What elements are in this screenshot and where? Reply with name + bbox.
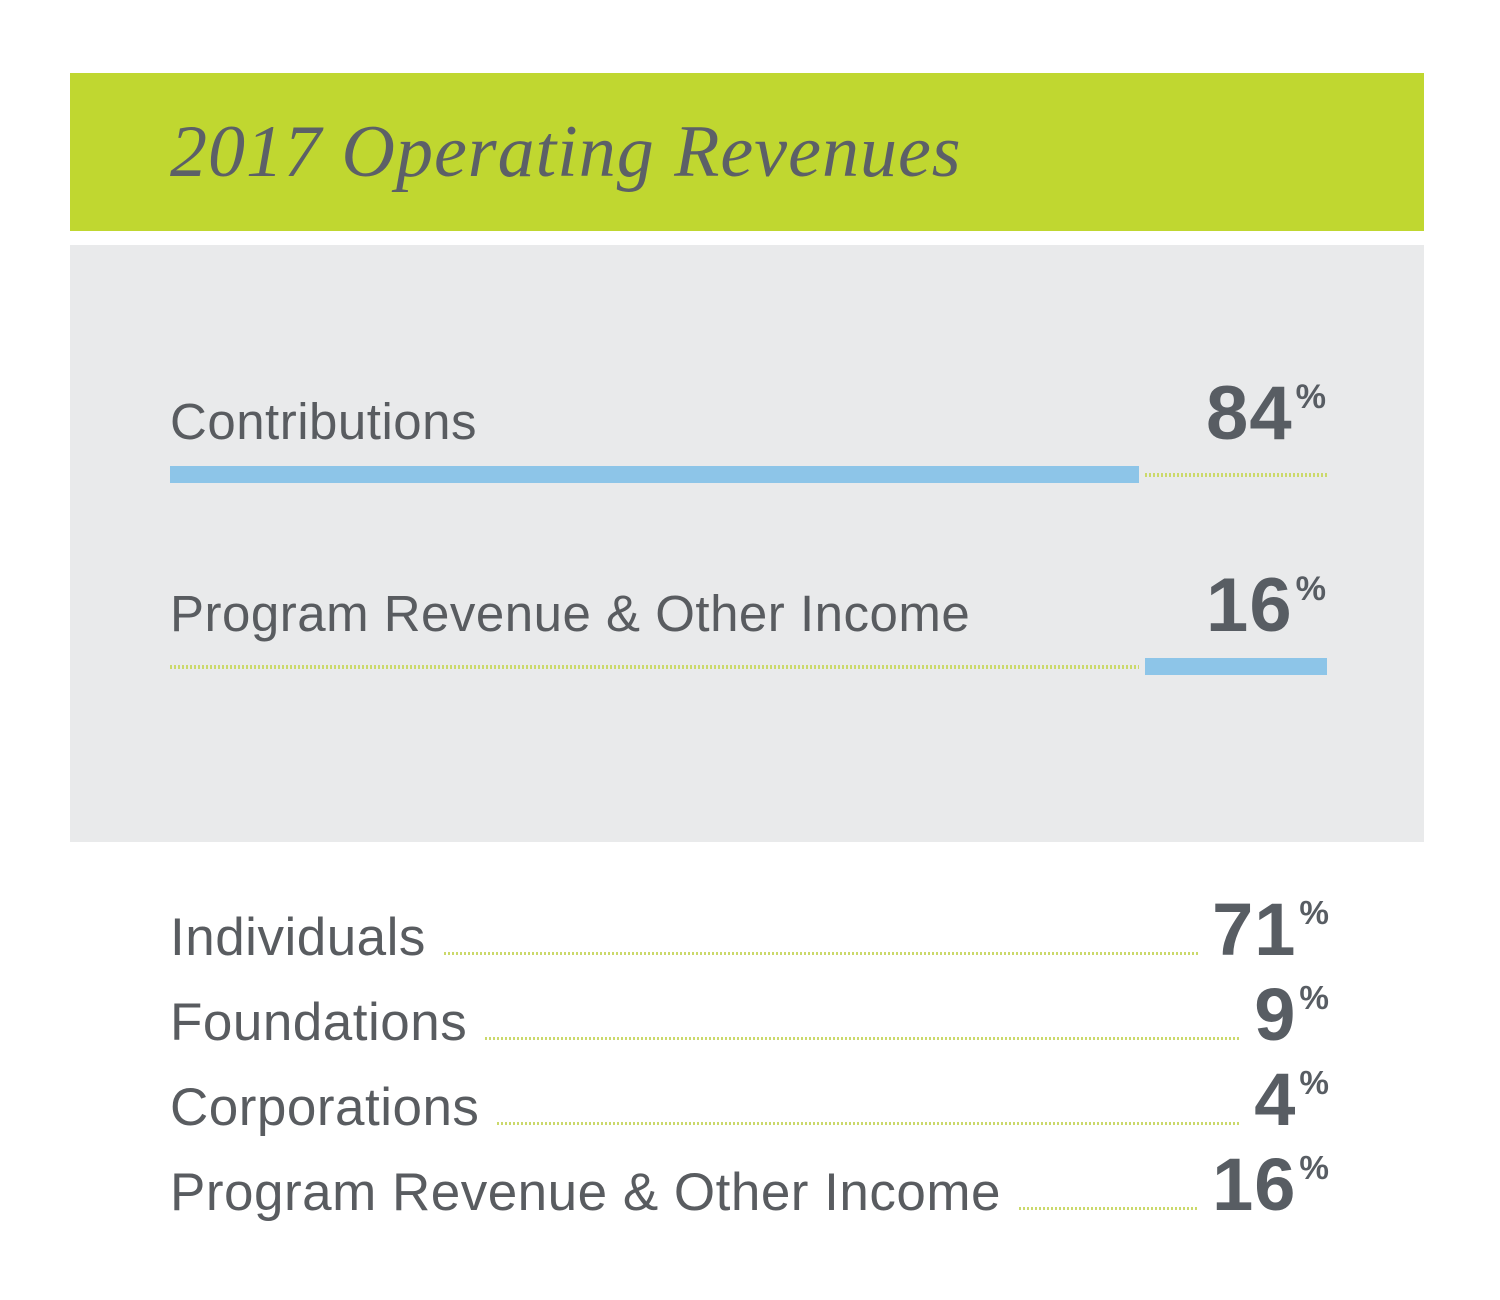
breakdown-label-foundations: Foundations — [170, 993, 468, 1052]
breakdown-value-foundations — [1254, 973, 1330, 1056]
bar-value-program-revenue — [1206, 563, 1327, 648]
bar-label-contributions: Contributions — [170, 393, 477, 450]
breakdown-label-corporations: Corporations — [170, 1078, 480, 1137]
percent-sign: % — [1299, 980, 1330, 1018]
bar-row-header — [170, 371, 1327, 456]
leader-dots — [485, 1037, 1240, 1040]
bar-value-number: 84 — [1206, 371, 1293, 456]
breakdown-value-number: 71 — [1212, 888, 1297, 971]
breakdown-value-number: 16 — [1212, 1143, 1297, 1226]
breakdown-label-individuals: Individuals — [170, 908, 426, 967]
page-title: 2017 Operating Revenues — [170, 111, 962, 193]
main-chart-panel — [70, 245, 1424, 842]
bar-remainder-dots — [170, 665, 1139, 669]
breakdown-value-program-revenue — [1212, 1143, 1330, 1226]
bar-value-contributions — [1206, 371, 1327, 456]
bar-track-program-revenue — [170, 658, 1327, 675]
breakdown-row-corporations — [170, 1058, 1330, 1141]
bar-fill-contributions — [170, 466, 1139, 483]
breakdown-label-program-revenue: Program Revenue & Other Income — [170, 1163, 1001, 1222]
header-banner — [70, 73, 1424, 231]
percent-sign: % — [1295, 377, 1327, 416]
bar-label-program-revenue: Program Revenue & Other Income — [170, 585, 971, 642]
bar-row-program-revenue — [170, 563, 1327, 675]
breakdown-value-individuals — [1212, 888, 1330, 971]
leader-dots — [1019, 1207, 1198, 1210]
bar-remainder-dots — [1145, 473, 1327, 477]
percent-sign: % — [1299, 1065, 1330, 1103]
bar-track-contributions — [170, 466, 1327, 483]
bar-row-contributions — [170, 371, 1327, 483]
breakdown-list — [170, 888, 1330, 1226]
breakdown-row-foundations — [170, 973, 1330, 1056]
leader-dots — [497, 1122, 1240, 1125]
leader-dots — [444, 952, 1198, 955]
bar-row-header — [170, 563, 1327, 648]
bar-fill-program-revenue — [1145, 658, 1327, 675]
percent-sign: % — [1299, 1150, 1330, 1188]
bar-value-number: 16 — [1206, 563, 1293, 648]
breakdown-value-number: 9 — [1254, 973, 1297, 1056]
breakdown-value-corporations — [1254, 1058, 1330, 1141]
percent-sign: % — [1295, 569, 1327, 608]
breakdown-row-individuals — [170, 888, 1330, 971]
percent-sign: % — [1299, 895, 1330, 933]
breakdown-row-program-revenue — [170, 1143, 1330, 1226]
breakdown-value-number: 4 — [1254, 1058, 1297, 1141]
